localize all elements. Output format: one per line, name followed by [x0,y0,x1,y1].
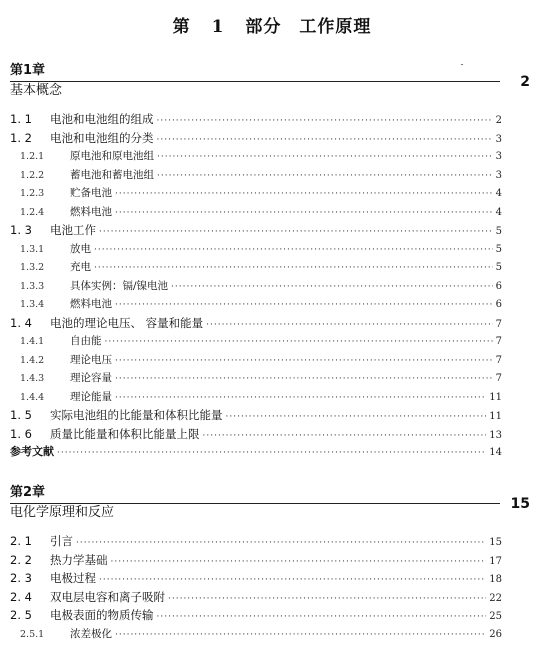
toc-entry-page: 7 [495,373,502,384]
toc-entry-page: 3 [495,169,502,181]
toc-entry-title: 电池工作 [50,223,96,237]
toc-entry-title: 理论电压 [70,353,112,366]
toc-entry-page: 6 [495,299,502,310]
toc-entry-page: 6 [495,280,502,292]
toc-entry-title: 双电层电容和离子吸附 [50,589,165,604]
toc-entry[interactable] [10,551,502,570]
toc-entry[interactable] [10,443,502,462]
toc-entry-number: 2. 5 [10,608,32,622]
toc-entry[interactable] [10,258,502,277]
toc-entry[interactable] [10,147,502,166]
chapter-2-header [10,486,530,526]
toc-leader-dots [115,626,486,644]
toc-entry[interactable] [10,332,502,351]
toc-entry-title: 实际电池组的比能量和体积比能量 [50,408,223,422]
toc-entry-page: 11 [489,391,502,403]
toc-entry-page: 3 [495,133,502,145]
toc-leader-dots [157,112,493,129]
toc-entry[interactable] [10,425,502,444]
toc-entry-number: 1.4.4 [20,391,45,403]
toc-entry-number: 2. 2 [10,552,32,567]
toc-entry-number: 1.2.2 [20,169,45,181]
toc-entry-number: 2. 1 [10,534,32,548]
chapter-2-toc [10,532,502,643]
toc-entry[interactable] [10,588,502,607]
toc-leader-dots [76,534,486,551]
toc-entry-title: 电池和电池组的组成 [50,112,154,126]
toc-entry-number: 1.4.3 [20,373,45,384]
toc-entry[interactable] [10,369,502,388]
toc-leader-dots [105,333,493,351]
toc-entry[interactable] [10,388,502,407]
toc-entry-title: 电极表面的物质传输 [50,608,154,622]
toc-entry-title: 自由能 [70,335,102,347]
toc-entry-number: 1. 5 [10,408,32,422]
toc-leader-dots [111,553,487,570]
toc-leader-dots [115,389,486,407]
toc-entry-page: 22 [489,592,502,604]
toc-entry[interactable] [10,277,502,296]
toc-entry-title: 理论容量 [70,372,112,384]
chapter-2-rule [10,503,500,504]
toc-leader-dots [206,316,492,333]
toc-entry-title: 引言 [50,534,73,548]
toc-entry-title: 具体实例：镉/镍电池 [70,279,169,292]
toc-leader-dots [203,427,487,444]
toc-entry-number: 1. 4 [10,315,32,330]
toc-leader-dots [94,241,493,259]
chapter-2-label: 第2章 [10,485,46,500]
toc-entry-number: 2. 4 [10,589,32,604]
toc-entry-title: 放电 [70,242,91,255]
toc-entry-number: 1.3.1 [20,243,45,255]
toc-entry-number: 1.3.2 [20,262,45,273]
toc-entry-page: 26 [489,628,502,640]
toc-entry-page: 7 [495,336,502,347]
toc-entry-title: 参考文献 [10,445,54,458]
toc-entry[interactable] [10,351,502,370]
toc-entry-page: 15 [489,537,502,548]
toc-entry[interactable] [10,129,502,148]
toc-entry-page: 25 [489,611,502,622]
toc-entry-title: 贮备电池 [70,187,112,199]
toc-entry-title: 电池的理论电压、 容量和能量 [50,315,204,330]
toc-entry-page: 4 [495,188,502,199]
chapter-2-page: 15 [510,496,530,512]
toc-entry-page: 5 [495,226,502,237]
toc-entry-page: 5 [495,243,502,255]
toc-entry-title: 原电池和原电池组 [70,150,154,162]
toc-entry-number: 1. 6 [10,426,32,441]
toc-entry-page: 4 [495,206,502,218]
toc-leader-dots [157,608,487,625]
toc-entry-title: 电池和电池组的分类 [50,130,154,145]
toc-entry-title: 电极过程 [50,571,96,585]
toc-entry-page: 17 [489,555,502,567]
toc-entry[interactable] [10,569,502,588]
toc-entry-page: 7 [495,318,502,330]
toc-entry[interactable] [10,625,502,644]
toc-entry-number: 1. 2 [10,130,32,145]
toc-leader-dots [157,148,493,166]
toc-entry[interactable] [10,184,502,203]
toc-entry-title: 理论能量 [70,390,112,403]
toc-entry-title: 质量比能量和体积比能量上限 [50,426,200,441]
toc-entry-title: 燃料电池 [70,205,112,218]
toc-leader-dots [115,352,493,370]
chapter-1-page: 2 [520,74,530,90]
toc-entry[interactable] [10,532,502,551]
toc-entry[interactable] [10,203,502,222]
toc-entry[interactable] [10,240,502,259]
toc-entry-page: 13 [489,429,502,441]
toc-entry-page: 7 [495,354,502,366]
toc-entry-page: 2 [495,115,502,126]
toc-entry[interactable] [10,166,502,185]
toc-entry-title: 热力学基础 [50,552,108,567]
toc-leader-dots [171,278,493,296]
chapter-1-header [10,64,530,104]
toc-entry-number: 1.3.3 [20,280,45,292]
chapter-1-name: 基本概念 [10,83,63,98]
toc-entry-page: 11 [489,411,502,422]
chapter-1-rule [10,81,500,82]
toc-entry-number: 1.4.2 [20,354,45,366]
toc-leader-dots [115,370,493,388]
toc-leader-dots [99,571,486,588]
toc-entry[interactable] [10,110,502,129]
toc-entry-number: 1.4.1 [20,336,45,347]
toc-entry-page: 3 [495,151,502,162]
toc-leader-dots [168,590,486,607]
toc-entry-title: 浓差极化 [70,627,112,640]
toc-entry[interactable] [10,295,502,314]
toc-entry-number: 1.2.4 [20,206,45,218]
toc-entry-number: 1. 1 [10,112,32,126]
toc-leader-dots [94,259,493,277]
toc-leader-dots [226,408,487,425]
toc-entry-title: 燃料电池 [70,298,112,310]
toc-entry[interactable] [10,221,502,240]
toc-entry-title: 蓄电池和蓄电池组 [70,168,154,181]
toc-entry-page: 14 [489,447,502,458]
toc-entry-number: 1.2.1 [20,151,45,162]
toc-entry-number: 1. 3 [10,223,32,237]
toc-entry[interactable] [10,406,502,425]
toc-entry-number: 2.5.1 [20,628,45,640]
toc-leader-dots [57,444,486,462]
toc-leader-dots [115,204,493,222]
chapter-1-toc [10,110,502,462]
toc-leader-dots [115,296,493,314]
toc-entry-page: 18 [489,574,502,585]
toc-leader-dots [115,185,493,203]
toc-entry[interactable] [10,606,502,625]
toc-entry-number: 1.3.4 [20,299,45,310]
toc-leader-dots [157,167,493,185]
toc-entry-number: 2. 3 [10,571,32,585]
toc-leader-dots [157,131,493,148]
chapter-1-label: 第1章 [10,63,46,78]
toc-entry[interactable] [10,314,502,333]
part-title: 第 1 部分 工作原理 [172,17,372,37]
toc-leader-dots [99,223,493,240]
chapter-2-name: 电化学原理和反应 [10,505,115,520]
toc-entry-page: 5 [495,262,502,273]
toc-entry-title: 充电 [70,261,91,273]
toc-entry-number: 1.2.3 [20,188,45,199]
